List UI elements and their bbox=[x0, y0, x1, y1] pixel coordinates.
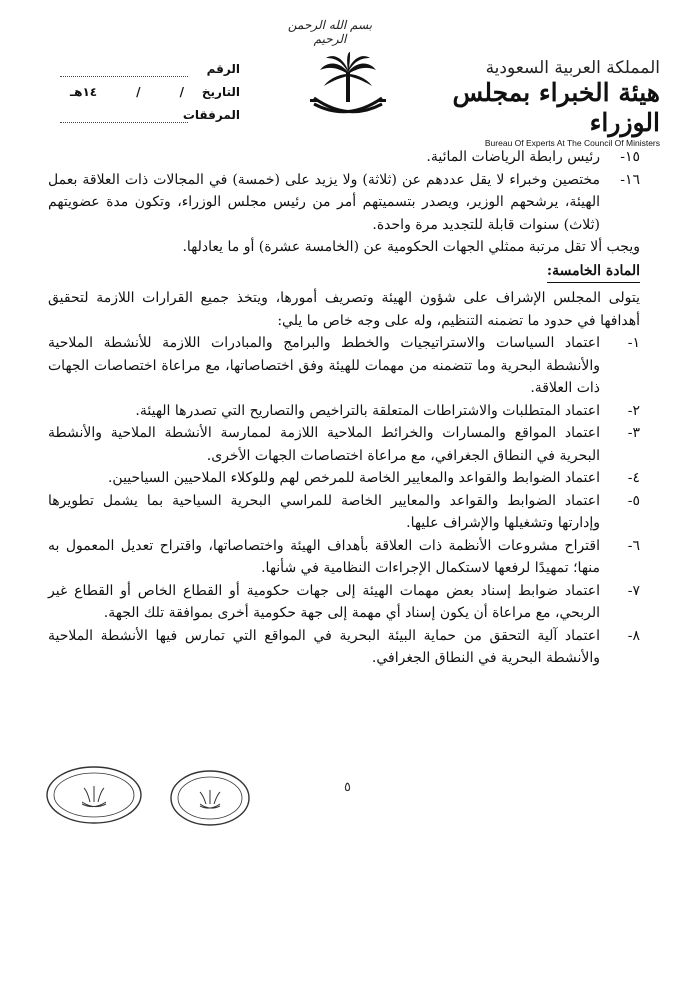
list-item bbox=[48, 400, 640, 423]
item-number: ١- bbox=[627, 335, 640, 351]
bureau-name-english: Bureau Of Experts At The Council Of Ministers bbox=[484, 138, 660, 148]
list-item bbox=[48, 490, 640, 535]
ref-date-row bbox=[60, 85, 240, 108]
item-text: اقتراح مشروعات الأنظمة ذات العلاقة بأهداف الهيئة واختصاصاتها، واقتراح تعديل المعمول به منها؛ تمهيدًا لرفعها لاستكمال الإجراءات النظامية في شأنها. bbox=[48, 537, 600, 576]
ref-number-row bbox=[60, 62, 240, 85]
list-item bbox=[48, 467, 640, 490]
reference-block bbox=[60, 62, 240, 131]
item-number: ٣- bbox=[627, 425, 640, 441]
article-heading: المادة الخامسة: bbox=[547, 260, 640, 284]
list-item bbox=[48, 422, 640, 467]
item-text: اعتماد ضوابط إسناد بعض مهمات الهيئة إلى جهات حكومية أو القطاع الخاص أو القطاع غير الربحي، مع مراعاة أن يكون إسناد أي مهمة إلى جهة حكومية أخرى بموافقة تلك الجهة. bbox=[48, 582, 600, 621]
item-text: اعتماد المواقع والمسارات والخرائط الملاحية اللازمة لممارسة الأنشطة الملاحية والأنشطة البحرية في النطاق الجغرافي، مع مراعاة اختصاصات الجهات الأخرى. bbox=[48, 425, 600, 464]
item-text: اعتماد السياسات والاستراتيجيات والخطط والبرامج والمبادرات اللازمة للأنشطة الملاحية والأنشطة البحرية وما تتضمنه من مهمات للهيئة وفق اختصاصاتها، مع مراعاة اختصاصات الجهات ذات العلاقة. bbox=[48, 335, 600, 396]
item-number: ١٥- bbox=[620, 149, 640, 165]
official-seal-stamp bbox=[168, 768, 252, 828]
letterhead bbox=[440, 58, 660, 148]
item-text: اعتماد المتطلبات والاشتراطات المتعلقة بالتراخيص والتصاريح التي تصدرها الهيئة. bbox=[135, 402, 600, 419]
ref-attachments-line bbox=[60, 122, 188, 123]
ref-date-value bbox=[70, 85, 184, 99]
item-number: ٧- bbox=[627, 582, 640, 599]
bureau-name-arabic: هيئة الخبراء بمجلس الوزراء bbox=[452, 78, 660, 137]
official-seal-stamp bbox=[44, 764, 144, 826]
ref-date-year: ١٤هـ bbox=[70, 85, 98, 99]
ref-date-label: التاريخ bbox=[201, 85, 240, 99]
item-number: ٤- bbox=[627, 470, 640, 486]
document-body bbox=[48, 146, 640, 670]
item-number: ٥- bbox=[627, 492, 640, 509]
ref-number-label: الرقم bbox=[206, 62, 240, 76]
kingdom-name: المملكة العربية السعودية bbox=[485, 58, 660, 78]
item-text: اعتماد الضوابط والقواعد والمعايير الخاصة للمرخص لهم وللوكلاء الملاحيين السياحيين. bbox=[107, 470, 600, 486]
ref-attachments-label: المرفقات bbox=[182, 108, 240, 122]
list-item bbox=[48, 580, 640, 625]
item-number: ٢- bbox=[627, 402, 640, 419]
item-number: ٦- bbox=[627, 537, 640, 554]
item-text: مختصين وخبراء لا يقل عددهم عن (ثلاثة) ولا يزيد على (خمسة) في المجالات ذات العلاقة بعمل الهيئة، يرشحهم الوزير، ويصدر بتسميتهم أمر من رئيس مجلس الوزراء، وتكون مدة عضويتهم (ثلاث) سنوات قابلة للتجديد مرة واحدة. bbox=[48, 171, 600, 233]
item-number: ٨- bbox=[627, 627, 640, 644]
list-item bbox=[48, 332, 640, 400]
list-item bbox=[48, 169, 640, 237]
item-number: ١٦- bbox=[620, 171, 640, 188]
article-intro: يتولى المجلس الإشراف على شؤون الهيئة وتصريف أمورها، ويتخذ جميع القرارات اللازمة لتحقيق أهدافها في حدود ما تضمنه التنظيم، وله على وجه خاص ما يلي: bbox=[48, 290, 640, 329]
item-text: اعتماد الضوابط والقواعد والمعايير الخاصة للمراسي البحرية السياحية بما يشمل تطويرها وإدارتها وتشغيلها والإشراف عليها. bbox=[48, 492, 600, 531]
ref-attachments-row bbox=[60, 108, 240, 131]
palm-swords-emblem-icon bbox=[308, 52, 388, 124]
bismillah-calligraphy: بسم الله الرحمن الرحيم bbox=[287, 18, 373, 46]
item-text: اعتماد آلية التحقق من حماية البيئة البحرية في المواقع التي تمارس فيها الأنشطة الملاحية والأنشطة البحرية في النطاق الجغرافي. bbox=[48, 627, 600, 666]
item-text: رئيس رابطة الرياضات المائية. bbox=[426, 149, 600, 165]
ref-date-slash: / bbox=[179, 85, 184, 99]
list-item bbox=[48, 625, 640, 670]
list-item bbox=[48, 535, 640, 580]
list-item bbox=[48, 146, 640, 169]
page-number: ٥ bbox=[344, 780, 351, 795]
ref-number-line bbox=[60, 76, 188, 77]
rank-note: ويجب ألا تقل مرتبة ممثلي الجهات الحكومية عن (الخامسة عشرة) أو ما يعادلها. bbox=[182, 239, 640, 255]
ref-date-slash: / bbox=[136, 85, 141, 99]
